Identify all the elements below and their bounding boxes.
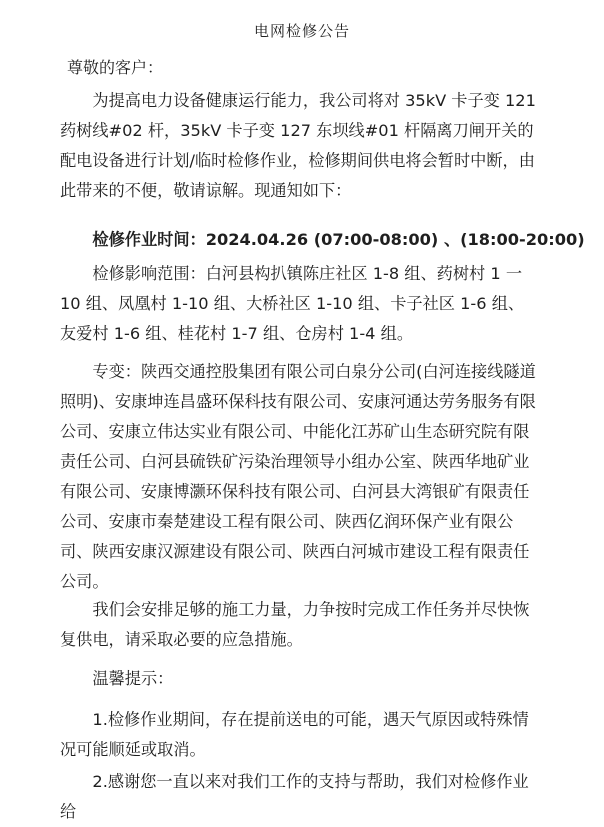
affected-area-label: 检修影响范围： bbox=[92, 264, 206, 283]
affected-area bbox=[60, 259, 540, 349]
special-transformers bbox=[60, 357, 540, 597]
tip-item-1: 1.检修作业期间，存在提前送电的可能，遇天气原因或特殊情况可能顺延或取消。 bbox=[60, 710, 529, 759]
tip-item-2: 2.感谢您一直以来对我们工作的支持与帮助，我们对检修作业给 bbox=[60, 772, 529, 821]
special-transformers-value: 陕西交通控股集团有限公司白泉分公司(白河连接线隧道照明)、安康坤连昌盛环保科技有限公司、安康河通达劳务服务有限公司、安康立伟达实业有限公司、中能化江苏矿山生态研究院有限责任公司、白河县硫铁矿污染治理领导小组办公室、陕西华地矿业有限公司、安康博灏环保科技有限公司、白河县大湾银矿有限责任公司、安康市秦楚建设工程有限公司、陕西亿润环保产业有限公司、陕西安康汉源建设有限公司、陕西白河城市建设工程有限责任公司。 bbox=[60, 362, 536, 591]
maintenance-time bbox=[60, 225, 585, 255]
special-transformers-label: 专变： bbox=[92, 362, 141, 381]
document-title: 电网检修公告 bbox=[253, 22, 350, 40]
maintenance-time-label: 检修作业时间： bbox=[92, 230, 206, 249]
tips-heading: 温馨提示： bbox=[92, 669, 174, 688]
salutation: 尊敬的客户： bbox=[67, 58, 164, 77]
affected-area-value: 白河县构扒镇陈庄社区 1-8 组、药树村 1 一 10 组、凤凰村 1-10 组、大桥社区 1-10 组、卡子社区 1-6 组、友爱村 1-6 组、桂花村 1-7 组、仓房村 1-4 组。 bbox=[60, 264, 525, 343]
maintenance-time-value: 2024.04.26 (07:00-08:00) 、(18:00-20:00) bbox=[205, 230, 585, 249]
measures-paragraph: 我们会安排足够的施工力量，力争按时完成工作任务并尽快恢复供电，请采取必要的应急措施。 bbox=[60, 600, 530, 649]
intro-paragraph: 为提高电力设备健康运行能力，我公司将对 35kV 卡子变 121 药树线#02 杆，35kV 卡子变 127 东坝线#01 杆隔离刀闸开关的配电设备进行计划/临时检修作业，检修期间供电将会暂时中断，由此带来的不便，敬请谅解。现通知如下： bbox=[60, 91, 536, 200]
